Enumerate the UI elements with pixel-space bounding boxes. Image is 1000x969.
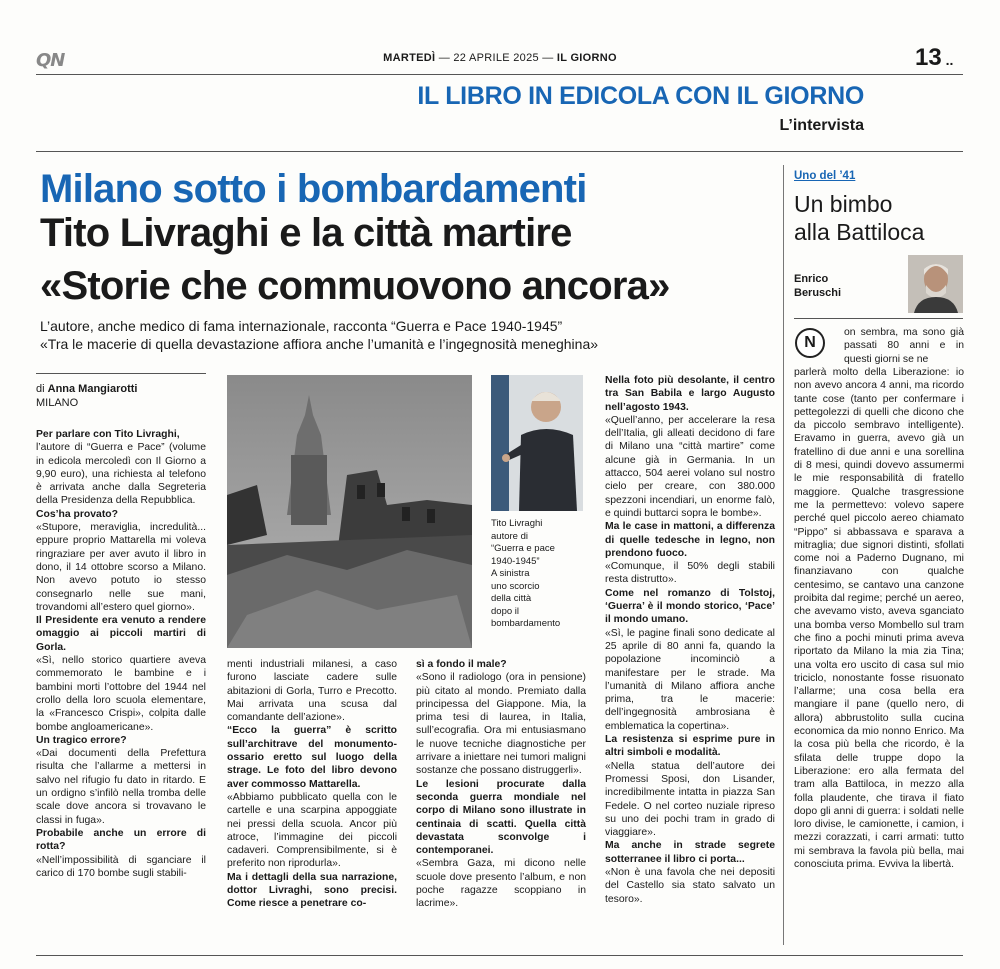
section-rule bbox=[36, 151, 963, 152]
sidebar-author: Enrico Beruschi bbox=[794, 273, 842, 299]
interview-answer: «Abbiamo pubblicato quella con le cartelle e una scarpina appoggiate nei pressi della scuola. Ancor più atroce, l’immagine dei piccoli cadaveri. Comprensibilmente, si è preferito non riprodurla». bbox=[227, 791, 397, 870]
date-day: MARTEDÌ bbox=[383, 52, 436, 64]
interview-answer: «Comunque, il 50% degli stabili resta distrutto». bbox=[605, 561, 775, 586]
byline-rule bbox=[36, 373, 206, 374]
masthead-rule bbox=[36, 74, 963, 75]
interview-question: Per parlare con Tito Livraghi, bbox=[36, 429, 180, 440]
page-number: 13 .. bbox=[915, 44, 954, 71]
sidebar-author-photo bbox=[908, 255, 963, 313]
interview-question: sì a fondo il male? bbox=[416, 659, 507, 670]
interview-answer: «Quell’anno, per accelerare la resa dell’Italia, gli alleati decidono di fare di Milano una “città martire” come alcune già in Germania. In un attacco, 504 aerei volano sul nostro cielo per creare, con 380.000 spezzoni incendiari, un enorme falò, e quindi buttarci sopra le bombe». bbox=[605, 414, 775, 519]
sidebar-portrait bbox=[908, 255, 963, 313]
section-title: IL LIBRO IN EDICOLA CON IL GIORNO bbox=[417, 82, 864, 110]
interview-answer: «Stupore, meraviglia, incredulità... eppure proprio Mattarella mi voleva ringraziare per aver avuto il libro in dono, il 14 ottobre scorso a Milano. Non avevo potuto io stesso consegnarlo nelle sue mani, trovandomi all’estero quel giorno». bbox=[36, 522, 206, 613]
interview-question: Le lesioni procurate dalla seconda guerra mondiale nel corpo di Milano sono illustrate in centinaia di scatti. Quella città devastata sconvolge i contemporanei. bbox=[416, 778, 586, 857]
dateline: MARTEDÌ — 22 APRILE 2025 — IL GIORNO bbox=[383, 52, 617, 64]
interview-question: Come nel romanzo di Tolstoj, ‘Guerra’ è il mondo storico, ‘Pace’ il mondo umano. bbox=[605, 587, 775, 626]
headline-quote: «Storie che commuovono ancora» bbox=[40, 264, 670, 308]
interview-answer: l’autore di “Guerra e Pace” (volume in edicola mercoledì con Il Giorno a 9,90 euro), una richiesta al telefono è arrivata anche dalla Segreteria della Presidenza della Repubblica. bbox=[36, 442, 206, 507]
sidebar-label: Uno del ’41 bbox=[794, 170, 856, 182]
interview-answer: «Sì, nello storico quartiere aveva commemorato le bambine e i bambini morti l’ottobre del 1944 nel crollo della loro scuola elementare, la «Francesco Crispi», colpita dalle bombe angloamericane». bbox=[36, 655, 206, 733]
interview-question: Ma le case in mattoni, a differenza di quelle tedesche in legno, non prendono fuoco. bbox=[605, 521, 775, 559]
interview-question: Nella foto più desolante, il centro tra San Babila e largo Augusto nell’agosto 1943. bbox=[605, 375, 775, 413]
sidebar-rule bbox=[794, 318, 963, 319]
interview-question: Il Presidente era venuto a rendere omaggio ai piccoli martiri di Gorla. bbox=[36, 615, 206, 653]
ruins-image bbox=[227, 375, 472, 648]
interview-answer: «Sì, le pagine finali sono dedicate al 25 aprile di 80 anni fa, quando la popolazione incominciò a manifestare per le strade. Ma l’umanità di Milano affiora anche prima, tra le macerie: dell’ingegnosità ambrosiana è emblematica la copertina». bbox=[605, 627, 775, 732]
interview-question: Cos’ha provato? bbox=[36, 508, 118, 520]
interview-answer: «Sono il radiologo (ora in pensione) più citato al mondo. Premiato dalla principessa del Giappone. Mia, la prima tesi di laurea, in Italia, sull’ecografia. Ora mi entusiasmano le nuove tecniche diagnostiche per arrivare a iniettare nei tumori maligni sostanze che possano distruggerli». bbox=[416, 672, 586, 777]
byline: di Anna Mangiarotti MILANO bbox=[36, 382, 206, 410]
deck-line-2: «Tra le macerie di quella devastazione affiora anche l’umanità e l’ingegnosità meneghina» bbox=[40, 336, 599, 352]
interview-question: “Ecco la guerra” è scritto sull’architrave del monumento-ossario eretto sul luogo della strage. Le foto del libro devono aver commosso Mattarella. bbox=[227, 725, 397, 790]
interview-answer: «Nell’impossibilità di sganciare il carico di 170 bombe sugli stabili- bbox=[36, 854, 206, 879]
interview-question: La resistenza si esprime pure in altri simboli e modalità. bbox=[605, 734, 775, 759]
dropcap-letter: N bbox=[795, 328, 825, 358]
interview-answer: «Nella statua dell’autore dei Promessi Sposi, don Lisander, incredibilmente intatta in piazza San Fedele. O nel corteo nuziale ripreso su uno dei pochi tram in grado di viaggiare». bbox=[605, 760, 775, 839]
photo-caption: Tito Livraghi autore di “Guerra e pace 1940-1945” A sinistra uno scorcio della città dopo il bombardamento bbox=[491, 518, 561, 629]
interview-question: Ma i dettagli della sua narrazione, dottor Livraghi, sono precisi. Come riesce a penetrare co- bbox=[227, 871, 397, 910]
deck-line-1: L’autore, anche medico di fama internazionale, racconta “Guerra e Pace 1940-1945” bbox=[40, 318, 563, 334]
author-portrait bbox=[491, 375, 583, 511]
interview-answer: «Dai documenti della Prefettura risulta che l’allarme a mettersi in salvo nel rifugio fu dato in ritardo. E un ordigno s’infilò nella tromba delle scale dove ancora si trovavano le classi in fuga». bbox=[36, 748, 206, 826]
author-portrait-photo bbox=[491, 375, 583, 511]
byline-author: Anna Mangiarotti bbox=[47, 383, 138, 395]
article-column-1 bbox=[36, 428, 206, 880]
newspaper-logo: QN bbox=[36, 50, 65, 71]
interview-question: Ma anche in strade segrete sotterranee il libro ci porta... bbox=[605, 840, 775, 865]
byline-place: MILANO bbox=[36, 397, 79, 409]
sidebar-divider bbox=[783, 165, 784, 945]
sidebar-body: parlerà molto della Liberazione: io non avevo ancora 4 anni, ma ricordo tante cose (tanto per confermare i pettegolezzi di quelli che dicono che da piccolo sembravo intelligente). Eravamo in guerra, avevo già un fratellino di due anni e una sorellina di 8 mesi, quindi dovevo assumermi le mie responsabilità di fratello maggiore. Qualche trasgressione me la permettevo: volevo sapere perché quel piccolo aereo chiamato “Pippo” si abbassava e sparava a mitraglia; due signori distinti, sfollati come noi a Paderno Dugnano, mi finanziavano con qualche centesimo, se cantavo una canzone proibita dal regime; perché un aereo, che avevamo visto, aveva sganciato una bomba verso Mombello sul tram che fino a pochi minuti prima aveva riportato da Milano la mia zia Tina; una volta ero uscito di casa sul mio triciclo, nonostante fosse risuonato l’allarme; una cosa bella era mangiare il pane (quello nero, di allora) abbrustolito sulla cucina economica da mio nonno Enrico. Ma la cosa più bella che ricordo, è la sfilata delle truppe dopo la Liberazione: ero alla fermata del tram alla Battiloca, in mezzo alla folla plaudente, che tirava il fiato dopo gli anni di guerra: i soldati nelle loro divise, le camionette, i camion, i mezzi corazzati, i carri armati: tutto mi sembrava la favola più bella, mai conosciuta prima. Evviva la libertà. bbox=[794, 367, 964, 870]
sidebar-first-lines: on sembra, ma sono già passati 80 anni e in questi giorni se ne bbox=[844, 327, 964, 365]
sidebar-title: Un bimbo alla Battiloca bbox=[794, 191, 925, 245]
article-column-4 bbox=[605, 374, 775, 906]
paper-name: IL GIORNO bbox=[556, 52, 617, 64]
article-column-3 bbox=[416, 658, 586, 911]
interview-answer: «Sembra Gaza, mi dicono nelle scuole dove presento l’album, e non poche ragazze scoppiano in lacrime». bbox=[416, 858, 586, 910]
interview-question: Un tragico errore? bbox=[36, 734, 127, 746]
interview-answer: menti industriali milanesi, a caso furono lasciate cadere sulle abitazioni di Gorla, Turro e Precotto. Mai arrivata una scusa dal comandante dell’azione». bbox=[227, 659, 397, 724]
section-subtitle: L’intervista bbox=[779, 117, 864, 134]
headline-kicker: Milano sotto i bombardamenti bbox=[40, 167, 587, 211]
headline-main: Tito Livraghi e la città martire bbox=[40, 211, 572, 255]
article-column-2 bbox=[227, 658, 397, 911]
interview-answer: «Non è una favola che nei depositi del Castello sia stato salvato un tesoro». bbox=[605, 866, 775, 905]
bombed-milan-photo bbox=[227, 375, 472, 648]
page-bottom-rule bbox=[36, 955, 963, 956]
interview-question: Probabile anche un errore di rotta? bbox=[36, 827, 206, 853]
date-text: 22 APRILE 2025 bbox=[453, 52, 539, 64]
